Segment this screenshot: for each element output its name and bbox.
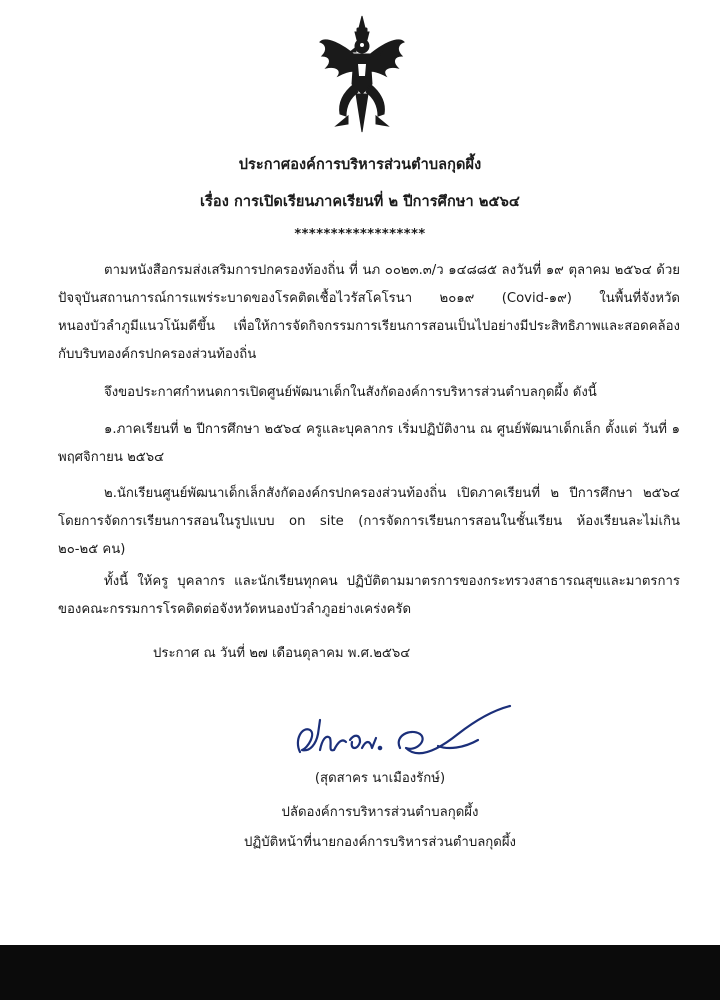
list-item-1 — [58, 416, 680, 472]
separator: ****************** — [294, 227, 426, 242]
announcement-date: ประกาศ ณ วันที่ ๒๗ เดือนตุลาคม พ.ศ.๒๕๖๔ — [153, 646, 411, 661]
paragraph-instruction — [58, 568, 680, 624]
paragraph-instruction-text: ทั้งนี้ ให้ครู บุคลากร และนักเรียนทุกคน ปฏิบัติตามมาตรการของกระทรวงสาธารณสุขและมาตรการของคณะกรรมการโรคติดต่อจังหวัดหนองบัวลำภูอย่างเคร่งครัด — [58, 574, 680, 617]
paragraph-reference-text: ตามหนังสือกรมส่งเสริมการปกครองท้องถิ่น ที่ นภ ๐๐๒๓.๓/ว ๑๔๘๘๕ ลงวันที่ ๑๙ ตุลาคม ๒๕๖๔ ด้วยปัจจุบันสถานการณ์การแพร่ระบาดของโรคติดเชื้อไวรัสโคโรนา ๒๐๑๙ (Covid-๑๙) ในพื้นที่จังหวัดหนองบัวลำภูมีแนวโน้มดีขึ้น เพื่อให้การจัดกิจกรรมการเรียนการสอนเป็นไปอย่างมีประสิทธิภาพและสอดคล้องกับบริบทองค์กรปกครองส่วนท้องถิ่น — [58, 263, 680, 362]
list-item-2-text: ๒.นักเรียนศูนย์พัฒนาเด็กเล็กสังกัดองค์กรปกครองส่วนท้องถิ่น เปิดภาคเรียนที่ ๒ ปีการศึกษา ๒๕๖๔ โดยการจัดการเรียนการสอนในรูปแบบ on site (การจัดการเรียนการสอนในชั้นเรียน ห้องเรียนละไม่เกิน ๒๐-๒๕ คน) — [58, 486, 680, 557]
garuda-emblem-icon — [318, 14, 406, 134]
paragraph-reference — [58, 257, 680, 369]
signer-position: ปลัดองค์การบริหารส่วนตำบลกุดผึ้ง — [281, 805, 479, 820]
list-item-2 — [58, 480, 680, 564]
document-subject: เรื่อง การเปิดเรียนภาคเรียนที่ ๒ ปีการศึกษา ๒๕๖๔ — [199, 194, 521, 210]
document-title: ประกาศองค์การบริหารส่วนตำบลกุดผึ้ง — [238, 157, 482, 173]
paragraph-announcement-text: จึงขอประกาศกำหนดการเปิดศูนย์พัฒนาเด็กในสังกัดองค์การบริหารส่วนตำบลกุดผึ้ง ดังนี้ — [104, 385, 597, 400]
signer-acting-position: ปฏิบัติหน้าที่นายกองค์การบริหารส่วนตำบลกุดผึ้ง — [244, 835, 516, 850]
signer-name: (สุดสาคร นาเมืองรักษ์) — [314, 771, 446, 786]
bottom-dark-band — [0, 945, 720, 1000]
list-item-1-text: ๑.ภาคเรียนที่ ๒ ปีการศึกษา ๒๕๖๔ ครูและบุคลากร เริ่มปฏิบัติงาน ณ ศูนย์พัฒนาเด็กเล็ก ตั้งแต่ วันที่ ๑ พฤศจิกายน ๒๕๖๔ — [58, 422, 680, 465]
paragraph-announcement — [58, 379, 680, 407]
